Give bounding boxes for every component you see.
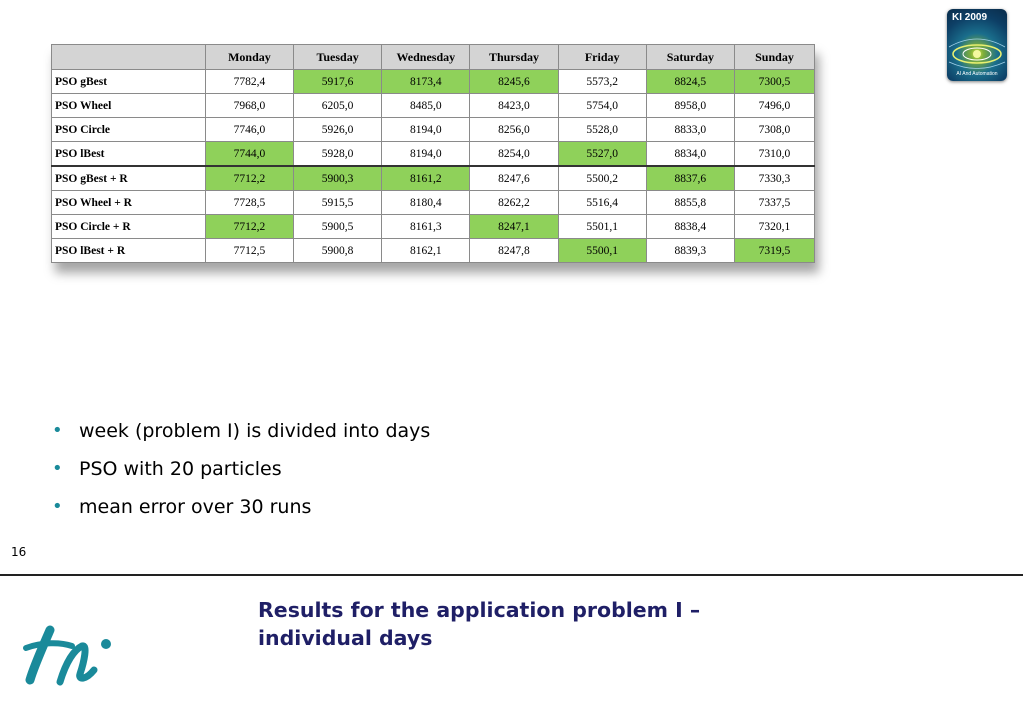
table-cell: 8194,0	[382, 118, 470, 142]
row-label: PSO Circle	[52, 118, 206, 142]
bullet-dot-icon: •	[52, 458, 63, 479]
row-label: PSO Wheel + R	[52, 191, 206, 215]
table-cell: 5500,2	[558, 166, 646, 191]
bullet-dot-icon: •	[52, 496, 63, 517]
table-cell: 8194,0	[382, 142, 470, 167]
table-cell: 7968,0	[205, 94, 293, 118]
table-cell: 8247,8	[470, 239, 558, 263]
table-cell: 8245,6	[470, 70, 558, 94]
table-cell: 5915,5	[294, 191, 382, 215]
bullet-text: PSO with 20 particles	[79, 458, 282, 480]
table-row	[52, 191, 815, 215]
slide-title-line-2: individual days	[258, 626, 433, 650]
bullet-text: mean error over 30 runs	[79, 496, 312, 518]
table-cell: 7728,5	[205, 191, 293, 215]
table-cell: 8161,2	[382, 166, 470, 191]
table-cell: 8180,4	[382, 191, 470, 215]
table-row	[52, 166, 815, 191]
table-cell: 5528,0	[558, 118, 646, 142]
row-label: PSO lBest + R	[52, 239, 206, 263]
table-cell: 7310,0	[734, 142, 814, 167]
table-cell: 8162,1	[382, 239, 470, 263]
table-cell: 8247,6	[470, 166, 558, 191]
table-cell: 5917,6	[294, 70, 382, 94]
table-cell: 8485,0	[382, 94, 470, 118]
table-cell: 7782,4	[205, 70, 293, 94]
table-cell: 5928,0	[294, 142, 382, 167]
table-cell: 5900,5	[294, 215, 382, 239]
ki-logo-year: KI 2009	[952, 12, 988, 23]
table-cell: 8161,3	[382, 215, 470, 239]
table-cell: 5754,0	[558, 94, 646, 118]
table-cell: 8839,3	[646, 239, 734, 263]
table-cell: 7712,2	[205, 166, 293, 191]
table-cell: 7300,5	[734, 70, 814, 94]
header-saturday: Saturday	[646, 45, 734, 70]
table-cell: 5527,0	[558, 142, 646, 167]
table-cell: 5900,8	[294, 239, 382, 263]
table-cell: 8958,0	[646, 94, 734, 118]
row-label: PSO gBest	[52, 70, 206, 94]
table-cell: 8838,4	[646, 215, 734, 239]
table-row	[52, 94, 815, 118]
bullet-text: week (problem I) is divided into days	[79, 420, 431, 442]
bullet-item	[52, 454, 430, 492]
results-table	[51, 44, 815, 263]
table-cell: 5501,1	[558, 215, 646, 239]
header-monday: Monday	[205, 45, 293, 70]
table-cell: 7320,1	[734, 215, 814, 239]
table-cell: 8423,0	[470, 94, 558, 118]
header-tuesday: Tuesday	[294, 45, 382, 70]
table-cell: 8256,0	[470, 118, 558, 142]
table-cell: 7744,0	[205, 142, 293, 167]
table-cell: 5500,1	[558, 239, 646, 263]
table-cell: 7496,0	[734, 94, 814, 118]
header-corner	[52, 45, 206, 70]
slide-title-line-1: Results for the application problem I –	[258, 598, 701, 622]
row-label: PSO gBest + R	[52, 166, 206, 191]
table-cell: 8837,6	[646, 166, 734, 191]
table-cell: 8247,1	[470, 215, 558, 239]
ki-2009-logo	[947, 9, 1007, 81]
table-row	[52, 239, 815, 263]
table-cell: 8254,0	[470, 142, 558, 167]
table-cell: 5900,3	[294, 166, 382, 191]
table-row	[52, 142, 815, 167]
footer-divider	[0, 574, 1023, 576]
table-cell: 5926,0	[294, 118, 382, 142]
header-sunday: Sunday	[734, 45, 814, 70]
table-cell: 8262,2	[470, 191, 558, 215]
tu-logo-icon	[20, 622, 116, 688]
table-row	[52, 215, 815, 239]
table-cell: 8173,4	[382, 70, 470, 94]
table-cell: 8833,0	[646, 118, 734, 142]
table-cell: 7319,5	[734, 239, 814, 263]
table-cell: 5573,2	[558, 70, 646, 94]
table-header-row	[52, 45, 815, 70]
table-cell: 7746,0	[205, 118, 293, 142]
table-cell: 7337,5	[734, 191, 814, 215]
row-label: PSO Circle + R	[52, 215, 206, 239]
ki-logo-subtitle: AI And Automation	[956, 71, 998, 77]
row-label: PSO lBest	[52, 142, 206, 167]
table-cell: 8834,0	[646, 142, 734, 167]
table-cell: 5516,4	[558, 191, 646, 215]
bullet-dot-icon: •	[52, 420, 63, 441]
table-body	[52, 70, 815, 263]
table-row	[52, 118, 815, 142]
table-cell: 7308,0	[734, 118, 814, 142]
results-table-container	[51, 44, 815, 263]
slide-title	[258, 596, 818, 652]
table-cell: 6205,0	[294, 94, 382, 118]
table-cell: 8824,5	[646, 70, 734, 94]
bullet-item	[52, 416, 430, 454]
table-row	[52, 70, 815, 94]
table-cell: 7330,3	[734, 166, 814, 191]
header-friday: Friday	[558, 45, 646, 70]
page-number: 16	[11, 545, 27, 559]
bullet-list	[52, 416, 430, 530]
table-cell: 8855,8	[646, 191, 734, 215]
bullet-item	[52, 492, 430, 530]
table-cell: 7712,2	[205, 215, 293, 239]
table-cell: 7712,5	[205, 239, 293, 263]
row-label: PSO Wheel	[52, 94, 206, 118]
header-wednesday: Wednesday	[382, 45, 470, 70]
header-thursday: Thursday	[470, 45, 558, 70]
